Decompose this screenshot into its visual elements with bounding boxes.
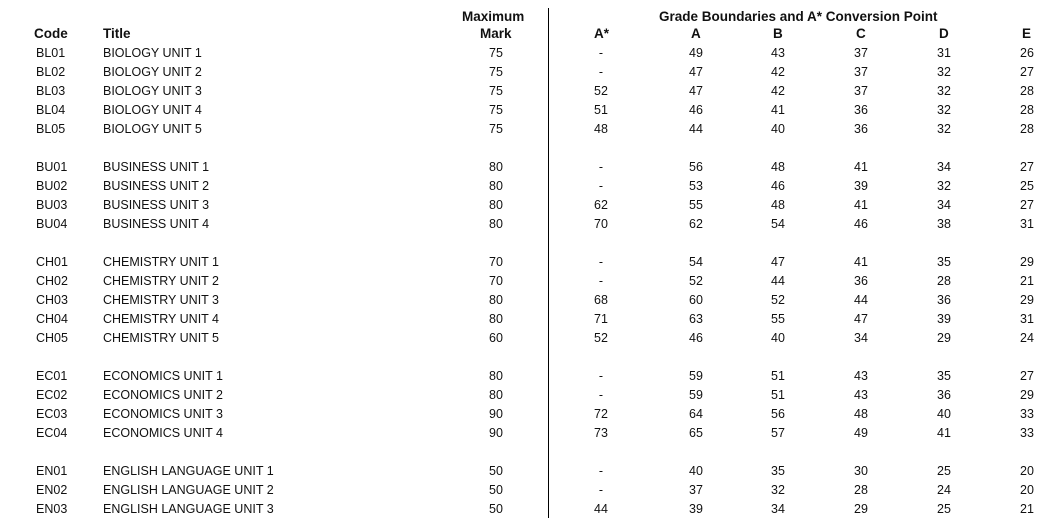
- unit-title-cell: BUSINESS UNIT 3: [103, 198, 210, 212]
- grade-c-cell: 48: [854, 407, 868, 421]
- max-mark-cell: 75: [489, 46, 503, 60]
- unit-code-cell: EN02: [36, 483, 68, 497]
- grade-d-cell: 28: [937, 274, 951, 288]
- table-row: [0, 158, 1048, 177]
- grade-e-cell: 33: [1020, 426, 1034, 440]
- unit-code-cell: BL03: [36, 84, 66, 98]
- grade-c-cell: 37: [854, 84, 868, 98]
- unit-code-cell: BL02: [36, 65, 66, 79]
- grade-a-cell: 62: [689, 217, 703, 231]
- astar-cell: -: [598, 369, 604, 383]
- grade-a-cell: 44: [689, 122, 703, 136]
- astar-cell: 48: [594, 122, 608, 136]
- grade-a-cell: 39: [689, 502, 703, 516]
- grade-a-cell: 54: [689, 255, 703, 269]
- grade-a-cell: 59: [689, 369, 703, 383]
- unit-code-cell: CH01: [36, 255, 68, 269]
- grade-b-cell: 40: [771, 122, 785, 136]
- grade-b-cell: 52: [771, 293, 785, 307]
- grade-b-cell: 47: [771, 255, 785, 269]
- grade-c-cell: 39: [854, 179, 868, 193]
- table-row: [0, 462, 1048, 481]
- unit-code-cell: EC01: [36, 369, 68, 383]
- grade-c-cell: 30: [854, 464, 868, 478]
- table-row: [0, 253, 1048, 272]
- header-grade-b: B: [773, 26, 783, 41]
- astar-cell: 52: [594, 84, 608, 98]
- max-mark-cell: 80: [489, 293, 503, 307]
- grade-d-cell: 32: [937, 65, 951, 79]
- grade-b-cell: 34: [771, 502, 785, 516]
- grade-d-cell: 41: [937, 426, 951, 440]
- header-grade-a: A: [691, 26, 701, 41]
- grade-c-cell: 29: [854, 502, 868, 516]
- grade-a-cell: 37: [689, 483, 703, 497]
- table-row: [0, 367, 1048, 386]
- unit-title-cell: CHEMISTRY UNIT 4: [103, 312, 219, 326]
- grade-d-cell: 32: [937, 122, 951, 136]
- table-row: [0, 215, 1048, 234]
- unit-title-cell: CHEMISTRY UNIT 5: [103, 331, 219, 345]
- unit-title-cell: CHEMISTRY UNIT 3: [103, 293, 219, 307]
- grade-a-cell: 49: [689, 46, 703, 60]
- unit-code-cell: CH02: [36, 274, 68, 288]
- grade-e-cell: 28: [1020, 103, 1034, 117]
- table-row: [0, 405, 1048, 424]
- grade-c-cell: 36: [854, 274, 868, 288]
- grade-e-cell: 26: [1020, 46, 1034, 60]
- grade-d-cell: 32: [937, 84, 951, 98]
- header-grade-e: E: [1022, 26, 1032, 41]
- astar-cell: -: [598, 179, 604, 193]
- grade-c-cell: 28: [854, 483, 868, 497]
- unit-title-cell: ECONOMICS UNIT 4: [103, 426, 223, 440]
- grade-a-cell: 60: [689, 293, 703, 307]
- astar-cell: 68: [594, 293, 608, 307]
- astar-cell: 52: [594, 331, 608, 345]
- unit-title-cell: BIOLOGY UNIT 4: [103, 103, 202, 117]
- table-row: [0, 310, 1048, 329]
- unit-title-cell: ENGLISH LANGUAGE UNIT 1: [103, 464, 274, 478]
- grade-c-cell: 41: [854, 198, 868, 212]
- header-max-mark-line1: Maximum: [462, 9, 525, 24]
- astar-cell: -: [598, 255, 604, 269]
- table-row: [0, 291, 1048, 310]
- grade-d-cell: 31: [937, 46, 951, 60]
- grade-e-cell: 21: [1020, 502, 1034, 516]
- unit-code-cell: BL04: [36, 103, 66, 117]
- grade-b-cell: 42: [771, 84, 785, 98]
- header-astar: A*: [594, 26, 610, 41]
- unit-code-cell: BU01: [36, 160, 68, 174]
- astar-cell: -: [598, 160, 604, 174]
- astar-cell: 73: [594, 426, 608, 440]
- grade-e-cell: 28: [1020, 122, 1034, 136]
- grade-e-cell: 27: [1020, 369, 1034, 383]
- table-row: [0, 120, 1048, 139]
- unit-code-cell: EN01: [36, 464, 68, 478]
- astar-cell: -: [598, 464, 604, 478]
- table-row: [0, 44, 1048, 63]
- astar-cell: -: [598, 388, 604, 402]
- grade-c-cell: 36: [854, 103, 868, 117]
- unit-title-cell: ECONOMICS UNIT 1: [103, 369, 223, 383]
- grade-d-cell: 34: [937, 160, 951, 174]
- grade-c-cell: 36: [854, 122, 868, 136]
- grade-c-cell: 43: [854, 388, 868, 402]
- grade-e-cell: 27: [1020, 160, 1034, 174]
- grade-d-cell: 29: [937, 331, 951, 345]
- astar-cell: 72: [594, 407, 608, 421]
- grade-a-cell: 47: [689, 84, 703, 98]
- astar-cell: -: [598, 274, 604, 288]
- max-mark-cell: 50: [489, 464, 503, 478]
- grade-a-cell: 47: [689, 65, 703, 79]
- table-row: [0, 500, 1048, 519]
- max-mark-cell: 80: [489, 160, 503, 174]
- unit-code-cell: BU03: [36, 198, 68, 212]
- grade-e-cell: 29: [1020, 255, 1034, 269]
- table-row: [0, 329, 1048, 348]
- header-max-mark-line2: Mark: [480, 26, 512, 41]
- unit-code-cell: BU02: [36, 179, 68, 193]
- grade-b-cell: 46: [771, 179, 785, 193]
- grade-e-cell: 29: [1020, 293, 1034, 307]
- grade-d-cell: 36: [937, 293, 951, 307]
- header-code: Code: [34, 26, 68, 41]
- grade-d-cell: 25: [937, 464, 951, 478]
- grade-b-cell: 43: [771, 46, 785, 60]
- grade-e-cell: 31: [1020, 217, 1034, 231]
- grade-b-cell: 48: [771, 198, 785, 212]
- unit-title-cell: BUSINESS UNIT 2: [103, 179, 210, 193]
- max-mark-cell: 80: [489, 198, 503, 212]
- table-row: [0, 481, 1048, 500]
- grade-a-cell: 55: [689, 198, 703, 212]
- max-mark-cell: 80: [489, 179, 503, 193]
- grade-c-cell: 47: [854, 312, 868, 326]
- grade-a-cell: 63: [689, 312, 703, 326]
- grade-d-cell: 34: [937, 198, 951, 212]
- grade-b-cell: 40: [771, 331, 785, 345]
- unit-title-cell: ENGLISH LANGUAGE UNIT 2: [103, 483, 274, 497]
- grade-b-cell: 35: [771, 464, 785, 478]
- astar-cell: 70: [594, 217, 608, 231]
- grade-c-cell: 49: [854, 426, 868, 440]
- grade-e-cell: 33: [1020, 407, 1034, 421]
- grade-d-cell: 35: [937, 369, 951, 383]
- unit-title-cell: BIOLOGY UNIT 2: [103, 65, 202, 79]
- max-mark-cell: 50: [489, 502, 503, 516]
- astar-cell: 44: [594, 502, 608, 516]
- header-title: Title: [103, 26, 131, 41]
- grade-a-cell: 53: [689, 179, 703, 193]
- grade-b-cell: 54: [771, 217, 785, 231]
- table-row: [0, 272, 1048, 291]
- max-mark-cell: 50: [489, 483, 503, 497]
- max-mark-cell: 70: [489, 274, 503, 288]
- header-grade-c: C: [856, 26, 866, 41]
- grade-e-cell: 27: [1020, 198, 1034, 212]
- grade-c-cell: 46: [854, 217, 868, 231]
- max-mark-cell: 60: [489, 331, 503, 345]
- grade-b-cell: 41: [771, 103, 785, 117]
- unit-title-cell: BIOLOGY UNIT 5: [103, 122, 202, 136]
- header-grade-boundaries: Grade Boundaries and A* Conversion Point: [659, 9, 938, 24]
- astar-cell: 51: [594, 103, 608, 117]
- max-mark-cell: 70: [489, 255, 503, 269]
- grade-e-cell: 27: [1020, 65, 1034, 79]
- grade-a-cell: 65: [689, 426, 703, 440]
- grade-a-cell: 46: [689, 331, 703, 345]
- grade-c-cell: 43: [854, 369, 868, 383]
- unit-code-cell: EC03: [36, 407, 68, 421]
- table-row: [0, 63, 1048, 82]
- grade-d-cell: 36: [937, 388, 951, 402]
- grade-c-cell: 37: [854, 46, 868, 60]
- grade-d-cell: 25: [937, 502, 951, 516]
- unit-title-cell: ECONOMICS UNIT 3: [103, 407, 223, 421]
- unit-code-cell: EN03: [36, 502, 68, 516]
- max-mark-cell: 75: [489, 122, 503, 136]
- unit-code-cell: EC02: [36, 388, 68, 402]
- grade-b-cell: 57: [771, 426, 785, 440]
- unit-code-cell: BL05: [36, 122, 66, 136]
- max-mark-cell: 80: [489, 369, 503, 383]
- unit-title-cell: ECONOMICS UNIT 2: [103, 388, 223, 402]
- grade-e-cell: 29: [1020, 388, 1034, 402]
- table-row: [0, 177, 1048, 196]
- grade-a-cell: 40: [689, 464, 703, 478]
- unit-title-cell: CHEMISTRY UNIT 1: [103, 255, 219, 269]
- grade-d-cell: 38: [937, 217, 951, 231]
- grade-a-cell: 56: [689, 160, 703, 174]
- unit-code-cell: BU04: [36, 217, 68, 231]
- grade-b-cell: 48: [771, 160, 785, 174]
- grade-b-cell: 51: [771, 388, 785, 402]
- astar-cell: -: [598, 483, 604, 497]
- table-row: [0, 101, 1048, 120]
- grade-e-cell: 24: [1020, 331, 1034, 345]
- grade-e-cell: 20: [1020, 464, 1034, 478]
- grade-e-cell: 21: [1020, 274, 1034, 288]
- grade-b-cell: 51: [771, 369, 785, 383]
- grade-a-cell: 59: [689, 388, 703, 402]
- max-mark-cell: 80: [489, 312, 503, 326]
- grade-a-cell: 64: [689, 407, 703, 421]
- grade-b-cell: 42: [771, 65, 785, 79]
- grade-b-cell: 55: [771, 312, 785, 326]
- max-mark-cell: 80: [489, 388, 503, 402]
- unit-code-cell: CH04: [36, 312, 68, 326]
- max-mark-cell: 75: [489, 103, 503, 117]
- unit-title-cell: BUSINESS UNIT 1: [103, 160, 210, 174]
- unit-code-cell: CH03: [36, 293, 68, 307]
- unit-title-cell: BIOLOGY UNIT 1: [103, 46, 202, 60]
- table-row: [0, 82, 1048, 101]
- unit-title-cell: BUSINESS UNIT 4: [103, 217, 210, 231]
- grade-c-cell: 41: [854, 255, 868, 269]
- grade-a-cell: 52: [689, 274, 703, 288]
- unit-code-cell: CH05: [36, 331, 68, 345]
- unit-code-cell: EC04: [36, 426, 68, 440]
- table-row: [0, 424, 1048, 443]
- grade-d-cell: 35: [937, 255, 951, 269]
- header-grade-d: D: [939, 26, 949, 41]
- grade-c-cell: 34: [854, 331, 868, 345]
- grade-b-cell: 32: [771, 483, 785, 497]
- unit-title-cell: CHEMISTRY UNIT 2: [103, 274, 219, 288]
- astar-cell: -: [598, 65, 604, 79]
- max-mark-cell: 80: [489, 217, 503, 231]
- grade-d-cell: 24: [937, 483, 951, 497]
- grade-d-cell: 32: [937, 179, 951, 193]
- table-row: [0, 196, 1048, 215]
- grade-e-cell: 25: [1020, 179, 1034, 193]
- grade-d-cell: 40: [937, 407, 951, 421]
- unit-title-cell: ENGLISH LANGUAGE UNIT 3: [103, 502, 274, 516]
- max-mark-cell: 75: [489, 65, 503, 79]
- unit-title-cell: BIOLOGY UNIT 3: [103, 84, 202, 98]
- astar-cell: -: [598, 46, 604, 60]
- grade-e-cell: 31: [1020, 312, 1034, 326]
- grade-d-cell: 39: [937, 312, 951, 326]
- max-mark-cell: 90: [489, 407, 503, 421]
- grade-e-cell: 28: [1020, 84, 1034, 98]
- astar-cell: 71: [594, 312, 608, 326]
- max-mark-cell: 90: [489, 426, 503, 440]
- grade-b-cell: 44: [771, 274, 785, 288]
- table-row: [0, 386, 1048, 405]
- grade-b-cell: 56: [771, 407, 785, 421]
- grade-c-cell: 44: [854, 293, 868, 307]
- grade-c-cell: 41: [854, 160, 868, 174]
- grade-c-cell: 37: [854, 65, 868, 79]
- max-mark-cell: 75: [489, 84, 503, 98]
- grade-e-cell: 20: [1020, 483, 1034, 497]
- astar-cell: 62: [594, 198, 608, 212]
- grade-d-cell: 32: [937, 103, 951, 117]
- unit-code-cell: BL01: [36, 46, 66, 60]
- grade-a-cell: 46: [689, 103, 703, 117]
